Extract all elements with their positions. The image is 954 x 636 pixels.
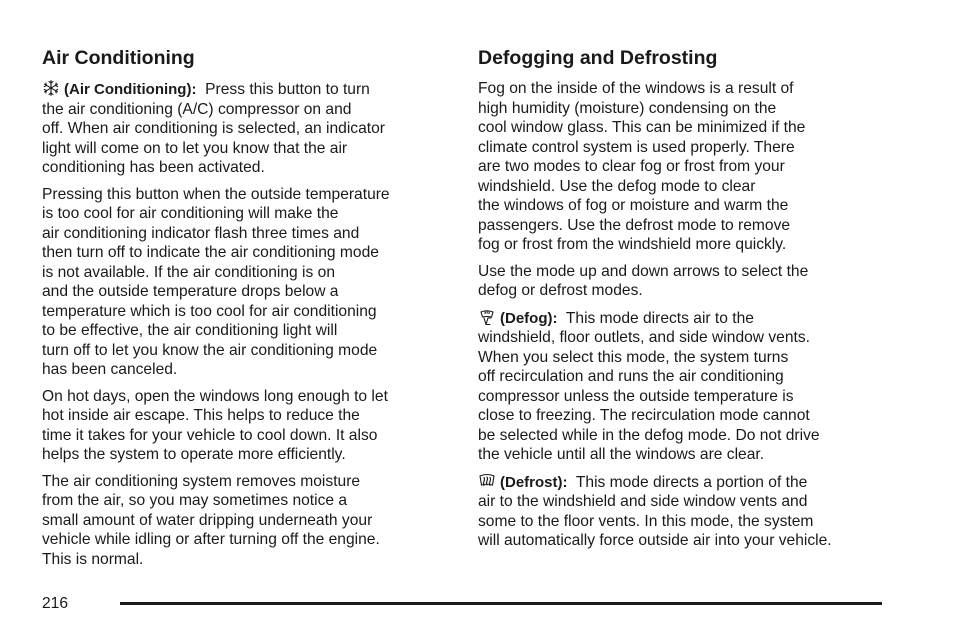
page-footer xyxy=(42,594,882,614)
text-line: to be effective, the air conditioning light will xyxy=(42,322,338,339)
ac-label: (Air Conditioning): xyxy=(64,81,197,98)
defog-label: (Defog): xyxy=(500,309,558,327)
right-column xyxy=(478,45,882,558)
text-line: compressor unless the outside temperature is xyxy=(478,387,794,405)
text-line: from the air, so you may sometimes notice a xyxy=(42,492,348,509)
text-line: small amount of water dripping underneath your xyxy=(42,511,373,529)
text-line: the windows of fog or moisture and warm the xyxy=(478,197,789,214)
text-line: temperature which is too cool for air conditioning xyxy=(42,302,377,320)
ac-first-line-text: Press this button to turn xyxy=(205,81,370,98)
text-line: When you select this mode, the system turns xyxy=(478,348,789,366)
defog-mode-paragraph xyxy=(478,308,882,465)
section-heading-air-conditioning: Air Conditioning xyxy=(42,47,195,69)
text-line: high humidity (moisture) condensing on the xyxy=(478,99,777,117)
text-line: will automatically force outside air into your vehicle. xyxy=(478,532,832,549)
text-line: is not available. If the air conditioning is on xyxy=(42,263,335,281)
text-line: light will come on to let you know that the air xyxy=(42,139,348,157)
text-line: windshield. Use the defog mode to clear xyxy=(478,177,756,195)
text-line: The air conditioning system removes moisture xyxy=(42,472,361,490)
text-line: passengers. Use the defrost mode to remove xyxy=(478,216,791,234)
text-line: climate control system is used properly. There xyxy=(478,138,795,156)
defog-icon xyxy=(478,308,496,326)
text-line: conditioning has been activated. xyxy=(42,159,265,176)
section-heading-defogging: Defogging and Defrosting xyxy=(478,47,718,69)
text-line: is too cool for air conditioning will make the xyxy=(42,205,339,222)
text-line: then turn off to indicate the air conditioning mode xyxy=(42,244,379,261)
defrost-mode-paragraph xyxy=(478,472,882,551)
text-line: Fog on the inside of the windows is a result of xyxy=(478,80,794,97)
defrost-first-line-text: This mode directs a portion of the xyxy=(575,473,808,491)
defrost-first-line xyxy=(478,472,882,493)
text-line: cool window glass. This can be minimized if the xyxy=(478,119,806,136)
text-line: air to the windshield and side window vents and xyxy=(478,493,808,510)
text-line: close to freezing. The recirculation mode cannot xyxy=(478,407,810,424)
text-line: air conditioning indicator flash three times and xyxy=(42,224,360,242)
defog-paragraph-2 xyxy=(478,262,882,301)
defog-first-line xyxy=(478,308,882,329)
text-line: are two modes to clear fog or frost from your xyxy=(478,158,785,175)
footer-rule xyxy=(120,602,882,605)
text-line: fog or frost from the windshield more quickly. xyxy=(478,236,787,253)
ac-paragraph-1 xyxy=(42,79,444,178)
text-line: off. When air conditioning is selected, an indicator xyxy=(42,120,385,137)
text-line: helps the system to operate more efficiently. xyxy=(42,446,346,463)
text-line: vehicle while idling or after turning off the engine. xyxy=(42,531,380,548)
page-number: 216 xyxy=(42,595,69,612)
ac-paragraph-3 xyxy=(42,387,444,465)
text-line: the air conditioning (A/C) compressor on and xyxy=(42,100,352,118)
defog-first-line-text: This mode directs air to the xyxy=(565,309,754,327)
ac-first-line xyxy=(42,79,444,100)
text-line: some to the floor vents. In this mode, the system xyxy=(478,512,814,530)
left-column xyxy=(42,45,444,576)
text-line: be selected while in the defog mode. Do not drive xyxy=(478,426,820,444)
text-line: Use the mode up and down arrows to select the xyxy=(478,262,809,280)
text-line: Pressing this button when the outside temperature xyxy=(42,185,390,203)
text-line: has been canceled. xyxy=(42,361,178,378)
defrost-icon xyxy=(478,472,496,490)
defrost-label: (Defrost): xyxy=(500,473,568,491)
text-line: This is normal. xyxy=(42,550,144,568)
text-line: the vehicle until all the windows are clear. xyxy=(478,446,765,463)
text-line: windshield, floor outlets, and side window vents. xyxy=(478,329,810,346)
text-line: and the outside temperature drops below a xyxy=(42,283,339,300)
text-line: turn off to let you know the air conditioning mode xyxy=(42,341,378,359)
text-line: time it takes for your vehicle to cool down. It also xyxy=(42,426,378,444)
text-line: defog or defrost modes. xyxy=(478,282,643,299)
snowflake-icon xyxy=(42,79,60,97)
ac-paragraph-2 xyxy=(42,185,444,380)
text-line: off recirculation and runs the air conditioning xyxy=(478,368,784,385)
ac-paragraph-4 xyxy=(42,472,444,570)
text-line: On hot days, open the windows long enough to let xyxy=(42,387,388,405)
text-line: hot inside air escape. This helps to reduce the xyxy=(42,407,360,424)
defog-paragraph-1 xyxy=(478,79,882,255)
